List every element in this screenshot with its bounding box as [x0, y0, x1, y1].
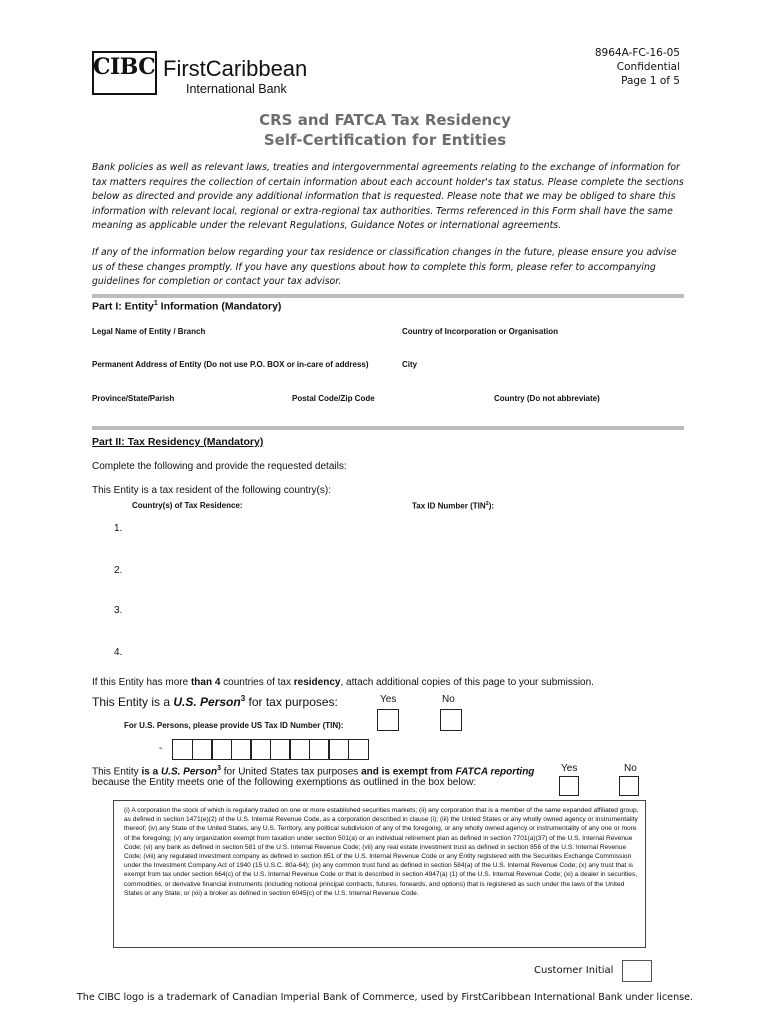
residence-row-3: 3. — [114, 605, 123, 616]
residence-row-1: 1. — [114, 523, 123, 534]
section-divider — [92, 294, 684, 298]
exempt-no-label: No — [624, 763, 637, 774]
form-title: CRS and FATCA Tax Residency — [259, 111, 511, 129]
legal-name-label: Legal Name of Entity / Branch — [92, 327, 206, 336]
country-residence-col: Country(s) of Tax Residence: — [132, 501, 243, 510]
fatca-exempt-question-line2: because the Entity meets one of the following exemptions as outlined in the box below: — [92, 777, 477, 788]
us-person-no-label: No — [442, 694, 455, 705]
permanent-address-label: Permanent Address of Entity (Do not use P.O. BOX or in-care of address) — [92, 360, 369, 369]
change-notice-paragraph: If any of the information below regarding your tax residence or classification changes in the future, please ensure you advise us of these changes promptly. If you have any questions about how to complete this form, please refer to accompanying guidelines for completion or contact your tax advisor. — [92, 247, 677, 288]
postal-code-label: Postal Code/Zip Code — [292, 394, 375, 403]
customer-initial-label: Customer Initial — [534, 965, 614, 976]
part2-instruction: Complete the following and provide the requested details: — [92, 461, 347, 472]
confidential-label: Confidential — [616, 61, 680, 73]
fatca-exempt-question: This Entity is a U.S. Person$^3$ for United States tax purposes and is exempt from FATCA reporting — [92, 765, 535, 778]
tin-col: Tax ID Number (TIN$^2$): — [412, 501, 495, 511]
country-label: Country (Do not abbreviate) — [494, 394, 600, 403]
province-label: Province/State/Parish — [92, 394, 175, 403]
tin-digit-box[interactable] — [348, 739, 369, 760]
exempt-yes-label: Yes — [561, 763, 578, 774]
us-person-no-checkbox[interactable] — [440, 709, 462, 731]
part2-heading: Part II: Tax Residency (Mandatory) — [92, 436, 264, 448]
section-divider — [92, 426, 684, 430]
customer-initial-box[interactable] — [622, 960, 652, 982]
exemptions-text: (i) A corporation the stock of which is regularly traded on one or more established securities markets; (ii) any corporation that is a member of the same expanded affiliated group, as defined in section 1471(e)(2) of the U.S. Internal Revenue Code, as a corporation described in clause (i); (iii) the United States or any wholly owned agency or instrumentality thereof; (iv) any State of the United States, any U.S. Territory, any political subdivision of any of the foregoing, or any wholly owned agency or instrumentality of any one or more of the foregoing; (v) any organization exempt from taxation under section 501(a) or an individual retirement plan as defined in section 7701(a)(37) of the U.S. Internal Revenue Code; (vi) any bank as defined in section 581 of the U.S. Internal Revenue Code; (vii) any real estate investment trust as defined in section 856 of the U.S. Internal Revenue Code; (viii) any regulated investment company as defined in section 851 of the U.S. Internal Revenue Code or any Entity registered with the Securities Exchange Commission under the Investment Company Act of 1940 (15 U.S.C. 80a-64); (ix) any common trust fund as defined in section 584(a) of the U.S. Internal Revenue Code; (x) any trust that is exempt from tax under section 664(c) of the U.S. Internal Revenue Code or that is described in section 4947(a) (1) of the U.S. Internal Revenue Code; (xi) a dealer in securities, commodities, or derivative financial instruments (including notional principal contracts, futures, forwards, and options) that is registered as such under the laws of the United States or any State; or (xii) a broker as defined in section 6045(c) of the U.S. Internal Revenue Code. — [124, 807, 639, 897]
us-person-yes-checkbox[interactable] — [377, 709, 399, 731]
us-person-question: This Entity is a U.S. Person$^3$ for tax purposes: — [92, 694, 338, 709]
country-incorporation-label: Country of Incorporation or Organisation — [402, 327, 558, 336]
tin-digit-box[interactable] — [250, 739, 271, 760]
tin-prefix-dash: - — [159, 743, 163, 754]
tin-digit-box[interactable] — [192, 739, 213, 760]
tin-digit-box[interactable] — [231, 739, 252, 760]
more-countries-note: If this Entity has more than 4 countries of tax residency, attach additional copies of this page to your submission. — [92, 677, 594, 688]
logo-bank-name: FirstCaribbean — [163, 56, 308, 81]
residence-row-2: 2. — [114, 565, 123, 576]
us-tin-input[interactable] — [172, 739, 367, 760]
exempt-yes-checkbox[interactable] — [559, 776, 579, 796]
part1-heading: Part I: Entity$^1$ Information (Mandatory) — [92, 300, 282, 313]
trademark-footer: The CIBC logo is a trademark of Canadian Imperial Bank of Commerce, used by FirstCaribbean International Bank under license. — [76, 992, 694, 1003]
tin-digit-box[interactable] — [172, 739, 193, 760]
tin-digit-box[interactable] — [211, 739, 232, 760]
tin-digit-box[interactable] — [289, 739, 310, 760]
form-code: 8964A-FC-16-05 — [594, 47, 680, 59]
us-tin-note: For U.S. Persons, please provide US Tax ID Number (TIN): — [124, 721, 344, 730]
city-label: City — [402, 360, 418, 369]
tin-digit-box[interactable] — [309, 739, 330, 760]
tin-digit-box[interactable] — [328, 739, 349, 760]
exempt-no-checkbox[interactable] — [619, 776, 639, 796]
cibc-logo-mark: CIBC — [93, 54, 156, 80]
tax-resident-line: This Entity is a tax resident of the following country(s): — [92, 485, 331, 496]
page-number: Page 1 of 5 — [621, 75, 680, 87]
tin-digit-box[interactable] — [270, 739, 291, 760]
residence-row-4: 4. — [114, 647, 123, 658]
form-subtitle: Self-Certification for Entities — [263, 131, 507, 149]
us-person-yes-label: Yes — [380, 694, 397, 705]
intro-paragraph: Bank policies as well as relevant laws, treaties and intergovernmental agreements relating to the exchange of information for tax matters requires the collection of certain information about each account holder's tax status. Please complete the sections below as directed and provide any additional information that is requested. Please note that we may be obliged to share this information with relevant local, regional or extra-regional tax authorities. Terms referenced in this Form shall have the same meaning as applicable under the relevant Regulations, Guidance Notes or international agreements. — [92, 162, 684, 232]
logo-bank-subtitle: International Bank — [186, 82, 287, 96]
